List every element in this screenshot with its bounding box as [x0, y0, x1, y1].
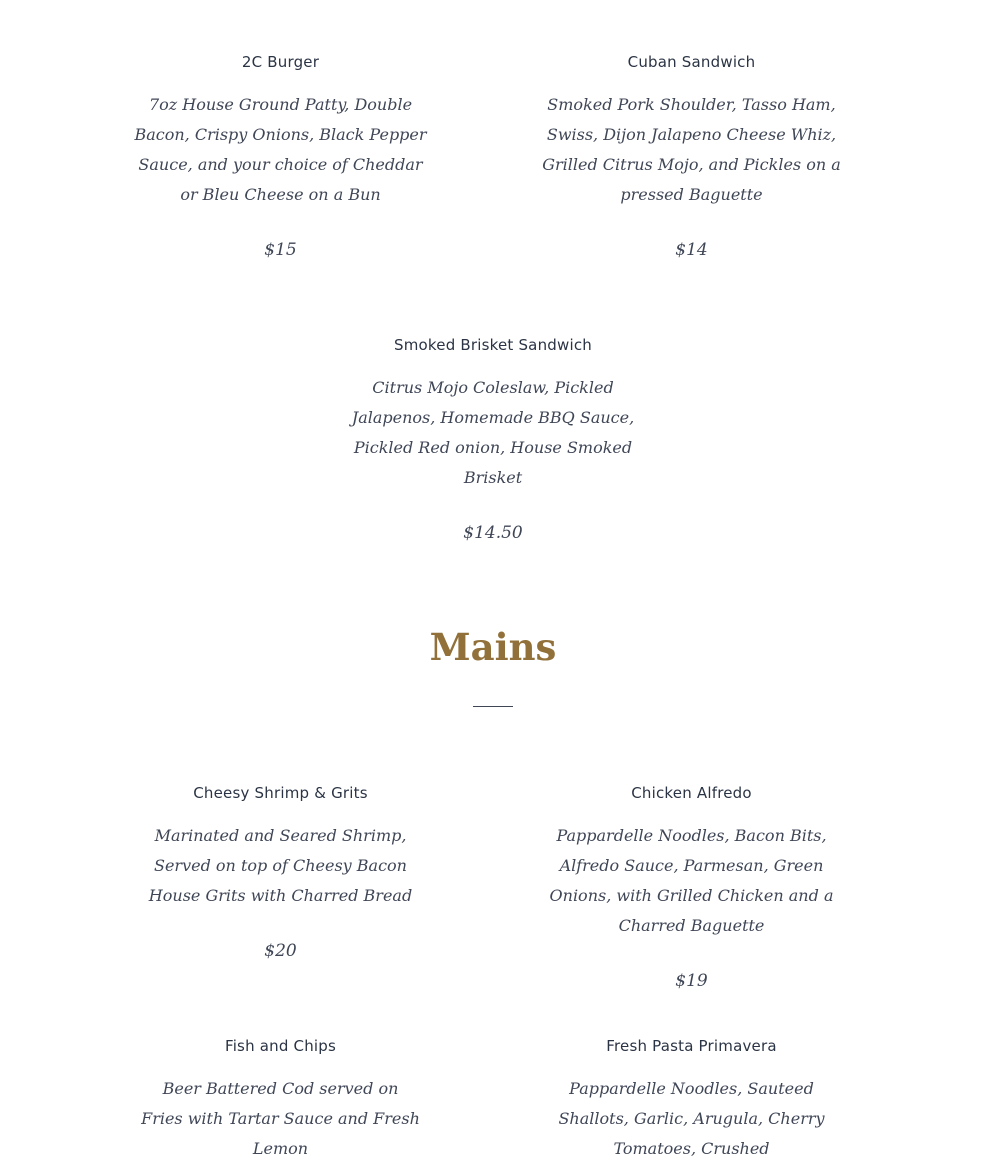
menu-item-fish-and-chips — [140, 1036, 421, 1164]
menu-item-description: Citrus Mojo Coleslaw, Pickled Jalapenos, Homemade BBQ Sauce, Pickled Red onion, House Smoked Brisket — [351, 378, 635, 487]
menu-item-cuban-sandwich — [538, 52, 845, 262]
section-title-mains: Mains — [429, 625, 557, 669]
menu-item-fresh-pasta-primavera — [536, 1036, 847, 1164]
menu-item-smoked-brisket-sandwich — [338, 335, 648, 545]
menu-item-description: Smoked Pork Shoulder, Tasso Ham, Swiss, Dijon Jalapeno Cheese Whiz, Grilled Citrus Mojo, and Pickles on a pressed Baguette — [542, 95, 841, 204]
section-divider — [473, 706, 513, 707]
menu-item-description: Pappardelle Noodles, Sauteed Shallots, Garlic, Arugula, Cherry Tomatoes, Crushed — [558, 1079, 825, 1158]
menu-item-chicken-alfredo — [544, 783, 839, 993]
menu-item-name: Fish and Chips — [224, 1037, 337, 1055]
menu-item-price: $20 — [264, 941, 297, 961]
menu-item-price: $14 — [675, 240, 708, 260]
menu-item-price: $15 — [264, 240, 297, 260]
menu-item-2c-burger — [128, 52, 433, 262]
menu-item-name: Fresh Pasta Primavera — [606, 1037, 777, 1055]
menu-item-cheesy-shrimp-grits — [133, 783, 428, 963]
menu-item-name: 2C Burger — [241, 53, 320, 71]
menu-item-price: $14.50 — [463, 523, 523, 543]
menu-item-name: Chicken Alfredo — [631, 784, 752, 802]
menu-item-description: Beer Battered Cod served on Fries with Tartar Sauce and Fresh Lemon — [141, 1079, 420, 1158]
menu-item-description: 7oz House Ground Patty, Double Bacon, Crispy Onions, Black Pepper Sauce, and your choice of Cheddar or Bleu Cheese on a Bun — [134, 95, 427, 204]
menu-item-description: Pappardelle Noodles, Bacon Bits, Alfredo Sauce, Parmesan, Green Onions, with Grilled Chicken and a Charred Baguette — [549, 826, 834, 935]
menu-item-name: Smoked Brisket Sandwich — [394, 336, 592, 354]
menu-item-description: Marinated and Seared Shrimp, Served on top of Cheesy Bacon House Grits with Charred Bread — [148, 826, 413, 905]
menu-item-name: Cheesy Shrimp & Grits — [193, 784, 368, 802]
menu-item-price: $19 — [675, 971, 708, 991]
menu-item-name: Cuban Sandwich — [627, 53, 756, 71]
